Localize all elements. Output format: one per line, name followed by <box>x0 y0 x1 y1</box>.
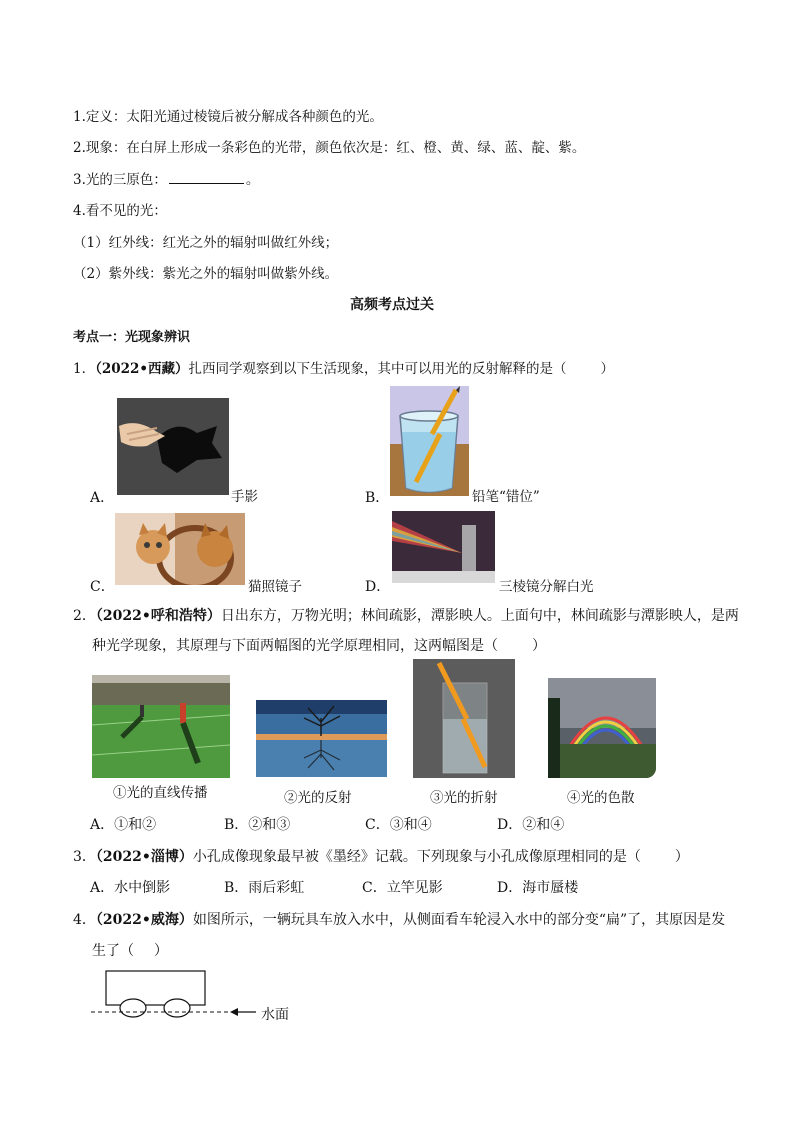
subsection-title: 考点一：光现象辨识 <box>73 330 191 345</box>
invisible-light-line: 4.看不见的光： <box>73 203 167 219</box>
water-surface-label: 水面 <box>261 1007 289 1023</box>
q3-option-a-letter: A． <box>90 880 115 896</box>
q3-number: 3． <box>73 849 96 865</box>
q4-text-1: 如图所示，一辆玩具车放入水中，从侧面看车轮浸入水中的部分变“扁”了，其原因是发 <box>192 912 726 928</box>
q1-option-c-caption: 猫照镜子 <box>248 579 302 595</box>
q3-option-c[interactable] <box>362 877 443 897</box>
prism-image <box>392 511 495 583</box>
infrared-line: （1）红外线：红光之外的辐射叫做红外线； <box>73 235 339 251</box>
question-4-line-2 <box>92 940 168 960</box>
q1-option-d-letter[interactable]: D． <box>365 579 391 595</box>
q2-caption-4: ④光的色散 <box>567 790 635 806</box>
q2-caption-1: ①光的直线传播 <box>113 785 208 801</box>
answer-blank <box>169 171 244 184</box>
q2-option-d-letter: D． <box>497 817 523 833</box>
q2-option-b-letter: B． <box>224 817 249 833</box>
question-1 <box>73 357 614 377</box>
q1-text: 扎西同学观察到以下生活现象，其中可以用光的反射解释的是（ <box>188 361 567 377</box>
straight-line-image <box>92 675 230 778</box>
car-body <box>106 971 205 1005</box>
q2-number: 2． <box>73 608 96 624</box>
refraction-image <box>413 659 515 778</box>
q3-option-b-text: 雨后彩虹 <box>248 880 305 896</box>
q3-text: 小孔成像现象最早被《墨经》记载。下列现象与小孔成像原理相同的是（ <box>192 849 641 865</box>
q3-option-d[interactable] <box>497 877 578 897</box>
q3-option-d-letter: D． <box>497 880 523 896</box>
q3-option-a-text: 水中倒影 <box>114 880 171 896</box>
q1-number: 1． <box>73 361 96 377</box>
definition-line: 1.定义：太阳光通过棱镜后被分解成各种颜色的光。 <box>73 109 383 125</box>
q3-option-b-letter: B． <box>224 880 249 896</box>
q1-source-tag: （2022•西藏） <box>95 361 189 377</box>
question-4-line-1 <box>73 909 725 929</box>
phenomenon-line: 2.现象：在白屏上形成一条彩色的光带，颜色依次是：红、橙、黄、绿、蓝、靛、紫。 <box>73 140 586 156</box>
q4-close: ） <box>154 943 168 959</box>
q1-option-d-caption: 三棱镜分解白光 <box>499 579 594 595</box>
q3-option-c-text: 立竿见影 <box>386 880 443 896</box>
q2-option-d-text: ②和④ <box>522 817 565 833</box>
hand-shadow-image <box>117 398 229 495</box>
q4-source-tag: （2022•威海） <box>95 912 193 928</box>
q2-source-tag: （2022•呼和浩特） <box>95 608 221 624</box>
q4-text-2: 生了（ <box>92 943 134 959</box>
q2-text-2: 种光学现象，其原理与下面两幅图的光学原理相同，这两幅图是（ <box>92 638 498 654</box>
q3-option-c-letter: C． <box>362 880 387 896</box>
dispersion-image <box>548 678 656 778</box>
question-3 <box>73 846 689 866</box>
q1-close: ） <box>600 361 615 377</box>
q3-option-a[interactable] <box>90 877 170 897</box>
cat-mirror-image <box>115 513 245 585</box>
q1-option-c-letter[interactable]: C． <box>90 579 115 595</box>
pencil-glass-image <box>390 386 469 496</box>
q3-option-d-text: 海市蜃楼 <box>522 880 579 896</box>
question-2-line-1 <box>73 605 739 625</box>
q4-number: 4． <box>73 912 96 928</box>
rear-wheel <box>164 999 190 1017</box>
section-title: 高频考点过关 <box>350 297 434 313</box>
q2-text-1: 日出东方，万物光明；林间疏影，潭影映人。上面句中，林间疏影与潭影映人，是两 <box>220 608 739 624</box>
toy-car-diagram <box>88 965 258 1025</box>
q2-option-a-text: ①和② <box>114 817 157 833</box>
q1-option-a-letter[interactable]: A． <box>90 490 115 506</box>
q3-source-tag: （2022•淄博） <box>95 849 193 865</box>
period: 。 <box>245 172 260 188</box>
question-2-line-2 <box>92 635 546 655</box>
q2-option-c[interactable] <box>365 814 432 834</box>
primary-colors-label: 3.光的三原色： <box>73 172 167 188</box>
q3-close: ） <box>674 849 689 865</box>
q2-option-a[interactable] <box>90 814 156 834</box>
q1-option-b-letter[interactable]: B． <box>365 490 390 506</box>
q2-caption-2: ②光的反射 <box>284 790 352 806</box>
q2-option-b[interactable] <box>224 814 290 834</box>
q3-option-b[interactable] <box>224 877 304 897</box>
q2-option-b-text: ②和③ <box>248 817 291 833</box>
ultraviolet-line: （2）紫外线：紫光之外的辐射叫做紫外线。 <box>73 266 339 282</box>
q2-caption-3: ③光的折射 <box>430 790 498 806</box>
primary-colors-line <box>73 168 259 188</box>
reflection-image <box>256 700 387 777</box>
front-wheel <box>120 999 146 1017</box>
q2-option-c-letter: C． <box>365 817 390 833</box>
q2-option-a-letter: A． <box>90 817 115 833</box>
q1-option-a-caption: 手影 <box>231 489 258 505</box>
q2-option-c-text: ③和④ <box>389 817 432 833</box>
q2-option-d[interactable] <box>497 814 564 834</box>
q2-close: ） <box>532 638 546 654</box>
q1-option-b-caption: 铅笔“错位” <box>472 489 540 505</box>
arrow-head <box>230 1008 238 1016</box>
